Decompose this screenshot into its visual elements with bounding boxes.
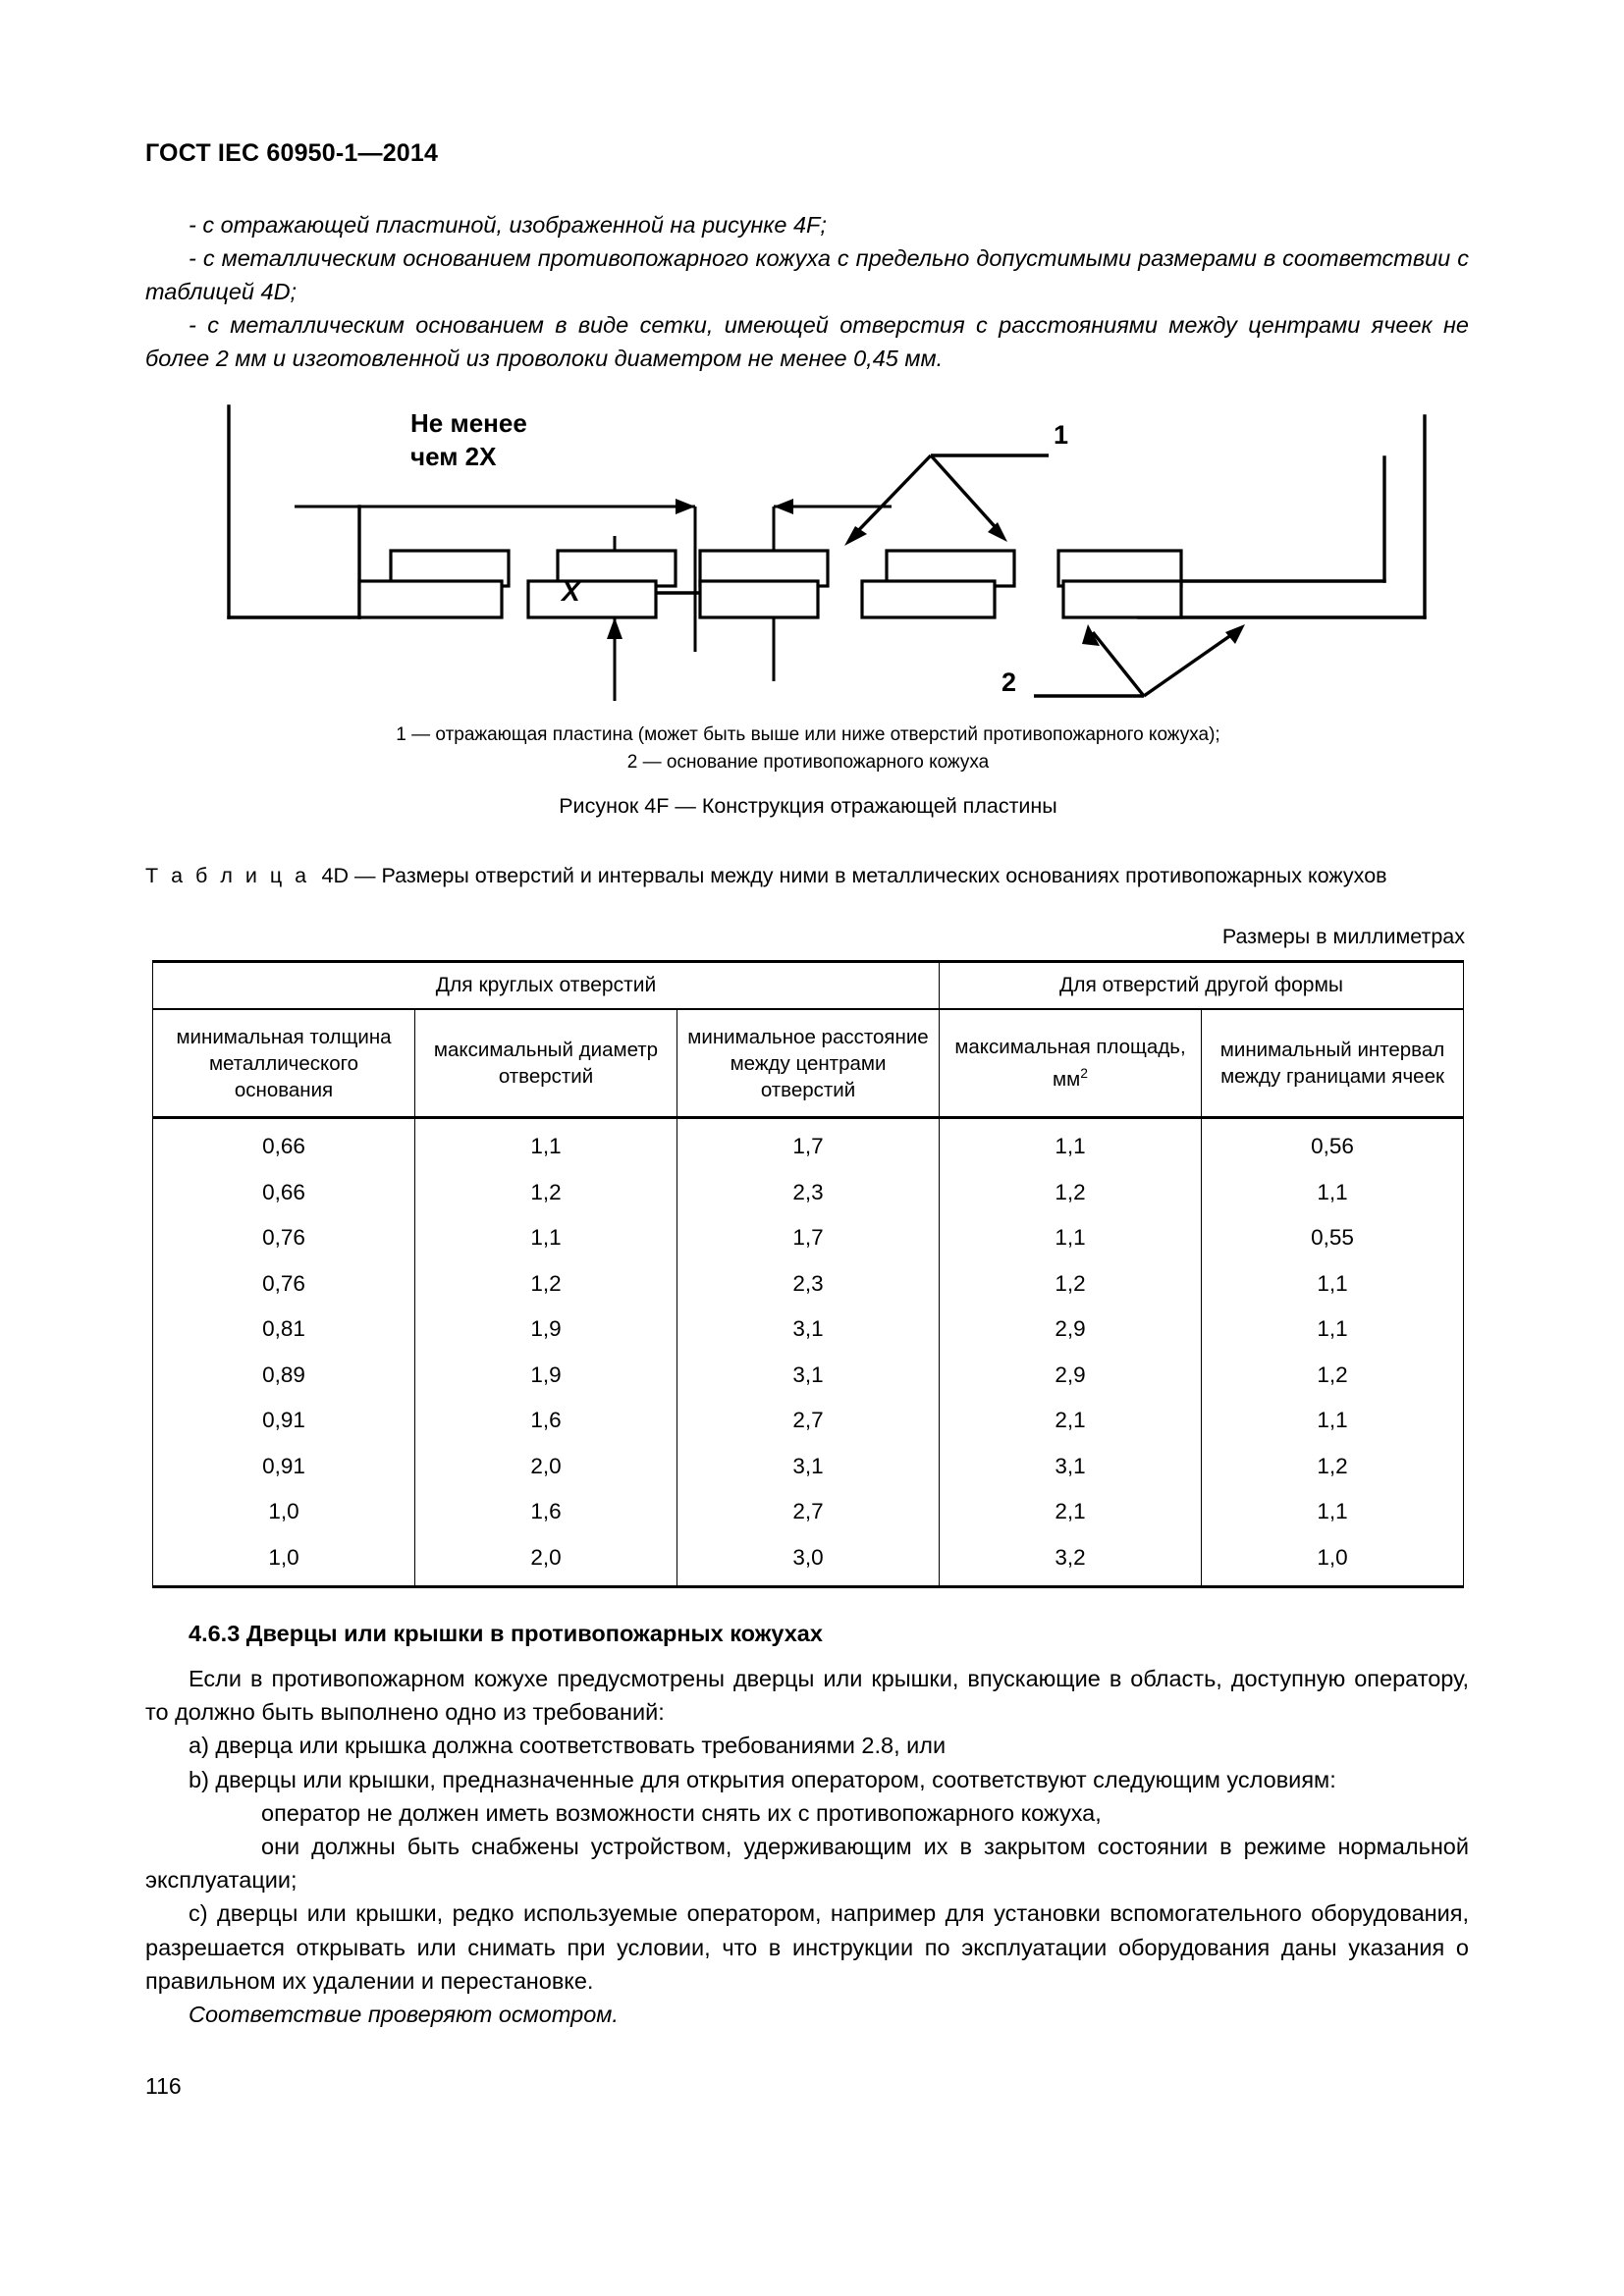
table-cell: 0,89 xyxy=(153,1353,415,1399)
section-body xyxy=(145,1662,1469,2031)
col-header-max-area: максимальная площадь, $мм^2$ xyxy=(940,1009,1202,1118)
table-cell: 0,66 xyxy=(153,1118,415,1170)
table-cell: 1,0 xyxy=(153,1535,415,1587)
table-cell: 0,66 xyxy=(153,1170,415,1216)
arrowhead-callout-1-left xyxy=(844,526,867,546)
callout-2-arm-right xyxy=(1144,630,1238,696)
figure-4f xyxy=(145,397,1471,701)
table-cell: 0,91 xyxy=(153,1398,415,1444)
page-number-footer: 116 xyxy=(145,2073,182,2099)
table-cell: 1,2 xyxy=(1202,1444,1464,1490)
slot-lower-5 xyxy=(1063,581,1181,617)
table-4d xyxy=(152,960,1464,1588)
table-cell: 2,3 xyxy=(677,1261,940,1308)
table-head xyxy=(153,962,1464,1118)
table-cell: 2,0 xyxy=(415,1535,677,1587)
figure-caption: Рисунок 4F — Конструкция отражающей пластины xyxy=(559,794,1057,818)
table-cell: 2,7 xyxy=(677,1489,940,1535)
table-row xyxy=(153,1307,1464,1353)
intro-line-3: - с металлическим основанием в виде сетки, имеющей отверстия с расстояниями между центрами ячеек не более 2 мм и изготовленной из проволоки диаметром не менее 0,45 мм. xyxy=(145,312,1469,371)
intro-paragraphs xyxy=(145,208,1469,375)
col-header-min-interval: минимальный интервал между границами ячеек xyxy=(1202,1009,1464,1118)
table-row xyxy=(153,1170,1464,1216)
table-cell: 1,1 xyxy=(1202,1398,1464,1444)
callout-1-arm-left xyxy=(850,455,931,539)
table-cell: 0,56 xyxy=(1202,1118,1464,1170)
group-header-round-holes: Для круглых отверстий xyxy=(153,962,940,1010)
table-cell: 1,2 xyxy=(1202,1353,1464,1399)
figure-label-not-less: Не менее xyxy=(410,408,527,438)
table-cell: 3,1 xyxy=(677,1444,940,1490)
table-cell: 3,1 xyxy=(677,1307,940,1353)
callout-2-arm-left xyxy=(1093,632,1144,696)
table-cell: 3,0 xyxy=(677,1535,940,1587)
group-header-other-shapes: Для отверстий другой формы xyxy=(940,962,1464,1010)
table-cell: 3,1 xyxy=(677,1353,940,1399)
intro-line-1: - с отражающей пластиной, изображенной на рисунке 4F; xyxy=(189,212,827,238)
figure-legend-item-1: 1 — отражающая пластина (может быть выше или ниже отверстий противопожарного кожуха); xyxy=(396,724,1220,745)
col-header-max-diameter: максимальный диаметр отверстий xyxy=(415,1009,677,1118)
table-cell: 1,2 xyxy=(415,1261,677,1308)
table-cell: 1,1 xyxy=(940,1215,1202,1261)
table-cell: 0,91 xyxy=(153,1444,415,1490)
table-cell: 1,1 xyxy=(1202,1170,1464,1216)
slot-lower-1 xyxy=(359,581,502,617)
section-paragraph-1: Если в противопожарном кожухе предусмотрены дверцы или крышки, впускающие в область, доступную оператору, то должно быть выполнено одно из требований: xyxy=(145,1666,1469,1726)
table-cell: 2,9 xyxy=(940,1307,1202,1353)
table-cell: 1,0 xyxy=(1202,1535,1464,1587)
table-cell: 1,6 xyxy=(415,1398,677,1444)
table-body xyxy=(153,1118,1464,1587)
col-header-min-thickness: минимальная толщина металлического основания xyxy=(153,1009,415,1118)
table-cell: 1,1 xyxy=(1202,1261,1464,1308)
table-cell: 2,9 xyxy=(940,1353,1202,1399)
arrowhead-x-up xyxy=(607,617,623,639)
table-cell: 1,7 xyxy=(677,1118,940,1170)
table-caption-text: — Размеры отверстий и интервалы между ними в металлических основаниях противопожарных кожухов xyxy=(354,864,1387,887)
col-header-min-center-distance: минимальное расстояние между центрами отверстий xyxy=(677,1009,940,1118)
figure-callout-1-label: 1 xyxy=(1054,420,1069,450)
section-subitem-2: они должны быть снабжены устройством, удерживающим их в закрытом состоянии в режиме нормальной эксплуатации; xyxy=(145,1834,1469,1894)
table-cell: 3,1 xyxy=(940,1444,1202,1490)
table-cell: 1,1 xyxy=(415,1215,677,1261)
slot-lower-4 xyxy=(862,581,995,617)
table-row xyxy=(153,1398,1464,1444)
arrowhead-callout-1-right xyxy=(988,522,1007,542)
table-column-header-row xyxy=(153,1009,1464,1118)
table-row xyxy=(153,1118,1464,1170)
section-subitem-1: оператор не должен иметь возможности снять их с противопожарного кожуха, xyxy=(261,1799,1102,1826)
table-cell: 2,7 xyxy=(677,1398,940,1444)
slot-lower-2 xyxy=(528,581,656,617)
table-row xyxy=(153,1444,1464,1490)
table-units-note: Размеры в миллиметрах xyxy=(1221,925,1465,948)
table-cell: 1,1 xyxy=(1202,1307,1464,1353)
table-cell: 1,2 xyxy=(940,1170,1202,1216)
table-cell: 3,2 xyxy=(940,1535,1202,1587)
section-compliance-note: Соответствие проверяют осмотром. xyxy=(189,2002,619,2028)
table-caption xyxy=(145,860,1471,891)
section-item-a: a) дверца или крышка должна соответствовать требованиями 2.8, или xyxy=(189,1733,947,1759)
figure-legend xyxy=(145,721,1471,776)
arrowhead-gap-left xyxy=(774,499,793,514)
table-cell: 0,81 xyxy=(153,1307,415,1353)
table-cell: 0,55 xyxy=(1202,1215,1464,1261)
section-item-c: c) дверцы или крышки, редко используемые оператором, например для установки вспомогательного оборудования, разрешается открывать или снимать при условии, что в инструкции по эксплуатации оборудования даны указания о правильном их удалении и перестановке. xyxy=(145,1900,1469,1994)
table-caption-label: Т а б л и ц а xyxy=(145,864,310,887)
table-cell: 1,1 xyxy=(415,1118,677,1170)
table-cell: 1,0 xyxy=(153,1489,415,1535)
table-row xyxy=(153,1489,1464,1535)
arrowhead-2x-right xyxy=(676,499,695,514)
table-cell: 2,3 xyxy=(677,1170,940,1216)
callout-1-arm-right xyxy=(931,455,1001,534)
table-group-header-row xyxy=(153,962,1464,1010)
table-caption-number: 4D xyxy=(321,864,350,887)
section-item-b: b) дверцы или крышки, предназначенные для открытия оператором, соответствуют следующим условиям: xyxy=(189,1766,1336,1792)
table-cell: 1,9 xyxy=(415,1307,677,1353)
page-title: ГОСТ IEC 60950-1—2014 xyxy=(145,139,439,167)
table-row xyxy=(153,1215,1464,1261)
table-cell: 0,76 xyxy=(153,1261,415,1308)
figure-label-than-2x: чем 2Х xyxy=(410,442,497,471)
table-row xyxy=(153,1261,1464,1308)
table-cell: 1,1 xyxy=(940,1118,1202,1170)
arrowhead-callout-2-right xyxy=(1225,624,1245,644)
table-row xyxy=(153,1535,1464,1587)
table-row xyxy=(153,1353,1464,1399)
table-cell: 1,9 xyxy=(415,1353,677,1399)
table-cell: 2,0 xyxy=(415,1444,677,1490)
table-cell: 1,6 xyxy=(415,1489,677,1535)
table-cell: 0,76 xyxy=(153,1215,415,1261)
table-cell: 1,2 xyxy=(940,1261,1202,1308)
table-cell: 2,1 xyxy=(940,1398,1202,1444)
table-cell: 1,2 xyxy=(415,1170,677,1216)
figure-callout-2-label: 2 xyxy=(1001,667,1017,697)
table-cell: 2,1 xyxy=(940,1489,1202,1535)
intro-line-2: - с металлическим основанием противопожарного кожуха с предельно допустимыми размерами в соответствии с таблицей 4D; xyxy=(145,245,1469,304)
slot-lower-3 xyxy=(700,581,818,617)
table-cell: 1,1 xyxy=(1202,1489,1464,1535)
section-heading: 4.6.3 Дверцы или крышки в противопожарных кожухах xyxy=(189,1621,823,1646)
figure-legend-item-2: 2 — основание противопожарного кожуха xyxy=(626,752,990,773)
figure-label-x: Х xyxy=(562,576,580,607)
table-cell: 1,7 xyxy=(677,1215,940,1261)
